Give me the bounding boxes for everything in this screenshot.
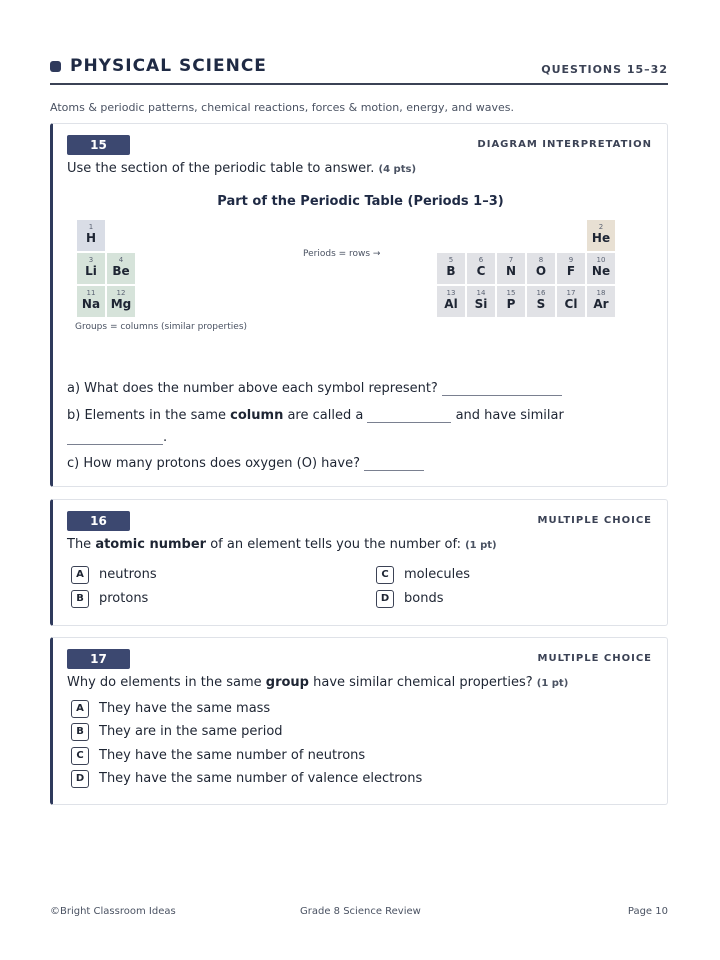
atomic-number: 15 <box>506 289 516 297</box>
subquestion-a <box>67 381 562 396</box>
atomic-number: 9 <box>568 256 574 264</box>
element-cell-ne <box>587 253 615 284</box>
atomic-number: 2 <box>598 223 604 231</box>
option-letter: A <box>71 700 89 718</box>
question-number: 15 <box>67 135 130 155</box>
element-cell-mg <box>107 286 135 317</box>
element-symbol: Al <box>444 297 458 311</box>
subquestion-b-text-3: and have similar <box>455 408 564 423</box>
element-cell-si <box>467 286 495 317</box>
element-symbol: He <box>591 231 611 245</box>
question-prompt <box>67 161 416 176</box>
question-16-card <box>50 499 668 626</box>
prompt-text-2: have similar chemical properties? <box>308 675 533 690</box>
question-15-card <box>50 123 668 487</box>
subquestion-b-bold: column <box>230 408 284 423</box>
prompt-bold: atomic number <box>95 537 207 552</box>
footer-title: Grade 8 Science Review <box>300 906 421 917</box>
answer-blank-c[interactable] <box>364 458 424 471</box>
subquestion-b-continued <box>67 430 167 445</box>
question-type: MULTIPLE CHOICE <box>537 653 652 664</box>
atomic-number: 16 <box>536 289 546 297</box>
subquestion-b-end: . <box>163 430 168 445</box>
periods-note: Periods = rows → <box>303 249 381 259</box>
element-cell-h <box>77 220 105 251</box>
element-symbol: Ar <box>593 297 609 311</box>
atomic-number: 5 <box>448 256 454 264</box>
prompt-bold: group <box>265 675 309 690</box>
element-symbol: Li <box>85 264 97 278</box>
element-cell-f <box>557 253 585 284</box>
atomic-number: 13 <box>446 289 456 297</box>
element-symbol: N <box>505 264 517 278</box>
option-text: neutrons <box>99 567 157 582</box>
question-number: 17 <box>67 649 130 669</box>
subquestion-c <box>67 456 424 471</box>
element-symbol: Be <box>112 264 130 278</box>
element-symbol: Mg <box>110 297 132 311</box>
element-cell-al <box>437 286 465 317</box>
question-type: MULTIPLE CHOICE <box>537 515 652 526</box>
option-text: They have the same mass <box>99 701 271 716</box>
option-letter: D <box>71 770 89 788</box>
element-cell-ar <box>587 286 615 317</box>
element-cell-li <box>77 253 105 284</box>
subquestion-b-text-2: are called a <box>283 408 364 423</box>
atomic-number: 3 <box>88 256 94 264</box>
bullet-icon <box>50 61 61 72</box>
option-text: They have the same number of valence electrons <box>99 771 423 786</box>
option-letter: B <box>71 590 89 608</box>
option-text: They are in the same period <box>99 724 283 739</box>
prompt-text-2: of an element tells you the number of: <box>206 537 461 552</box>
atomic-number: 14 <box>476 289 486 297</box>
element-cell-b <box>437 253 465 284</box>
points-label: (1 pt) <box>465 540 497 551</box>
element-cell-n <box>497 253 525 284</box>
answer-blank-a[interactable] <box>442 383 562 396</box>
subquestion-b-text: b) Elements in the same <box>67 408 231 423</box>
prompt-text: Why do elements in the same <box>67 675 266 690</box>
element-symbol: P <box>506 297 516 311</box>
element-symbol: Ne <box>591 264 611 278</box>
element-symbol: Na <box>81 297 101 311</box>
prompt-text: The <box>67 537 96 552</box>
question-17-card <box>50 637 668 805</box>
atomic-number: 7 <box>508 256 514 264</box>
option-letter: C <box>71 747 89 765</box>
atomic-number: 1 <box>88 223 94 231</box>
option-letter: D <box>376 590 394 608</box>
element-cell-p <box>497 286 525 317</box>
points-label: (1 pt) <box>536 678 569 689</box>
element-cell-he <box>587 220 615 251</box>
option-letter: C <box>376 566 394 584</box>
subquestion-b <box>67 408 564 423</box>
groups-note: Groups = columns (similar properties) <box>75 322 248 332</box>
question-prompt <box>67 537 497 552</box>
questions-range: QUESTIONS 15–32 <box>541 63 668 76</box>
option-letter: B <box>71 723 89 741</box>
option-text: bonds <box>404 591 444 606</box>
atomic-number: 4 <box>118 256 124 264</box>
option-text: protons <box>99 591 149 606</box>
subquestion-c-text: c) How many protons does oxygen (O) have? <box>67 456 360 471</box>
atomic-number: 8 <box>538 256 544 264</box>
atomic-number: 11 <box>86 289 96 297</box>
section-title: PHYSICAL SCIENCE <box>70 56 267 76</box>
footer-copyright: ©Bright Classroom Ideas <box>50 906 176 917</box>
element-cell-c <box>467 253 495 284</box>
points-label: (4 pts) <box>378 164 417 175</box>
answer-blank-b1[interactable] <box>367 410 451 423</box>
atomic-number: 10 <box>596 256 606 264</box>
element-cell-o <box>527 253 555 284</box>
section-header <box>50 55 668 85</box>
prompt-text: Use the section of the periodic table to answer. <box>67 161 375 176</box>
element-symbol: Cl <box>564 297 578 311</box>
element-cell-be <box>107 253 135 284</box>
element-cell-s <box>527 286 555 317</box>
question-prompt <box>67 675 568 690</box>
element-symbol: O <box>535 264 547 278</box>
element-symbol: B <box>446 264 456 278</box>
footer-page-number: Page 10 <box>627 906 668 917</box>
question-type: DIAGRAM INTERPRETATION <box>477 139 652 150</box>
atomic-number: 6 <box>478 256 484 264</box>
section-intro: Atoms & periodic patterns, chemical reactions, forces & motion, energy, and waves. <box>50 101 514 114</box>
atomic-number: 12 <box>116 289 126 297</box>
element-symbol: F <box>566 264 576 278</box>
atomic-number: 17 <box>566 289 576 297</box>
element-symbol: H <box>85 231 97 245</box>
option-text: molecules <box>404 567 470 582</box>
element-symbol: Si <box>474 297 488 311</box>
element-cell-cl <box>557 286 585 317</box>
element-symbol: S <box>536 297 546 311</box>
subquestion-a-text: a) What does the number above each symbol represent? <box>67 381 438 396</box>
atomic-number: 18 <box>596 289 606 297</box>
element-cell-na <box>77 286 105 317</box>
option-letter: A <box>71 566 89 584</box>
periodic-table-title: Part of the Periodic Table (Periods 1–3) <box>217 194 504 209</box>
option-text: They have the same number of neutrons <box>99 748 366 763</box>
answer-blank-b2[interactable] <box>67 432 163 445</box>
element-symbol: C <box>476 264 486 278</box>
question-number: 16 <box>67 511 130 531</box>
